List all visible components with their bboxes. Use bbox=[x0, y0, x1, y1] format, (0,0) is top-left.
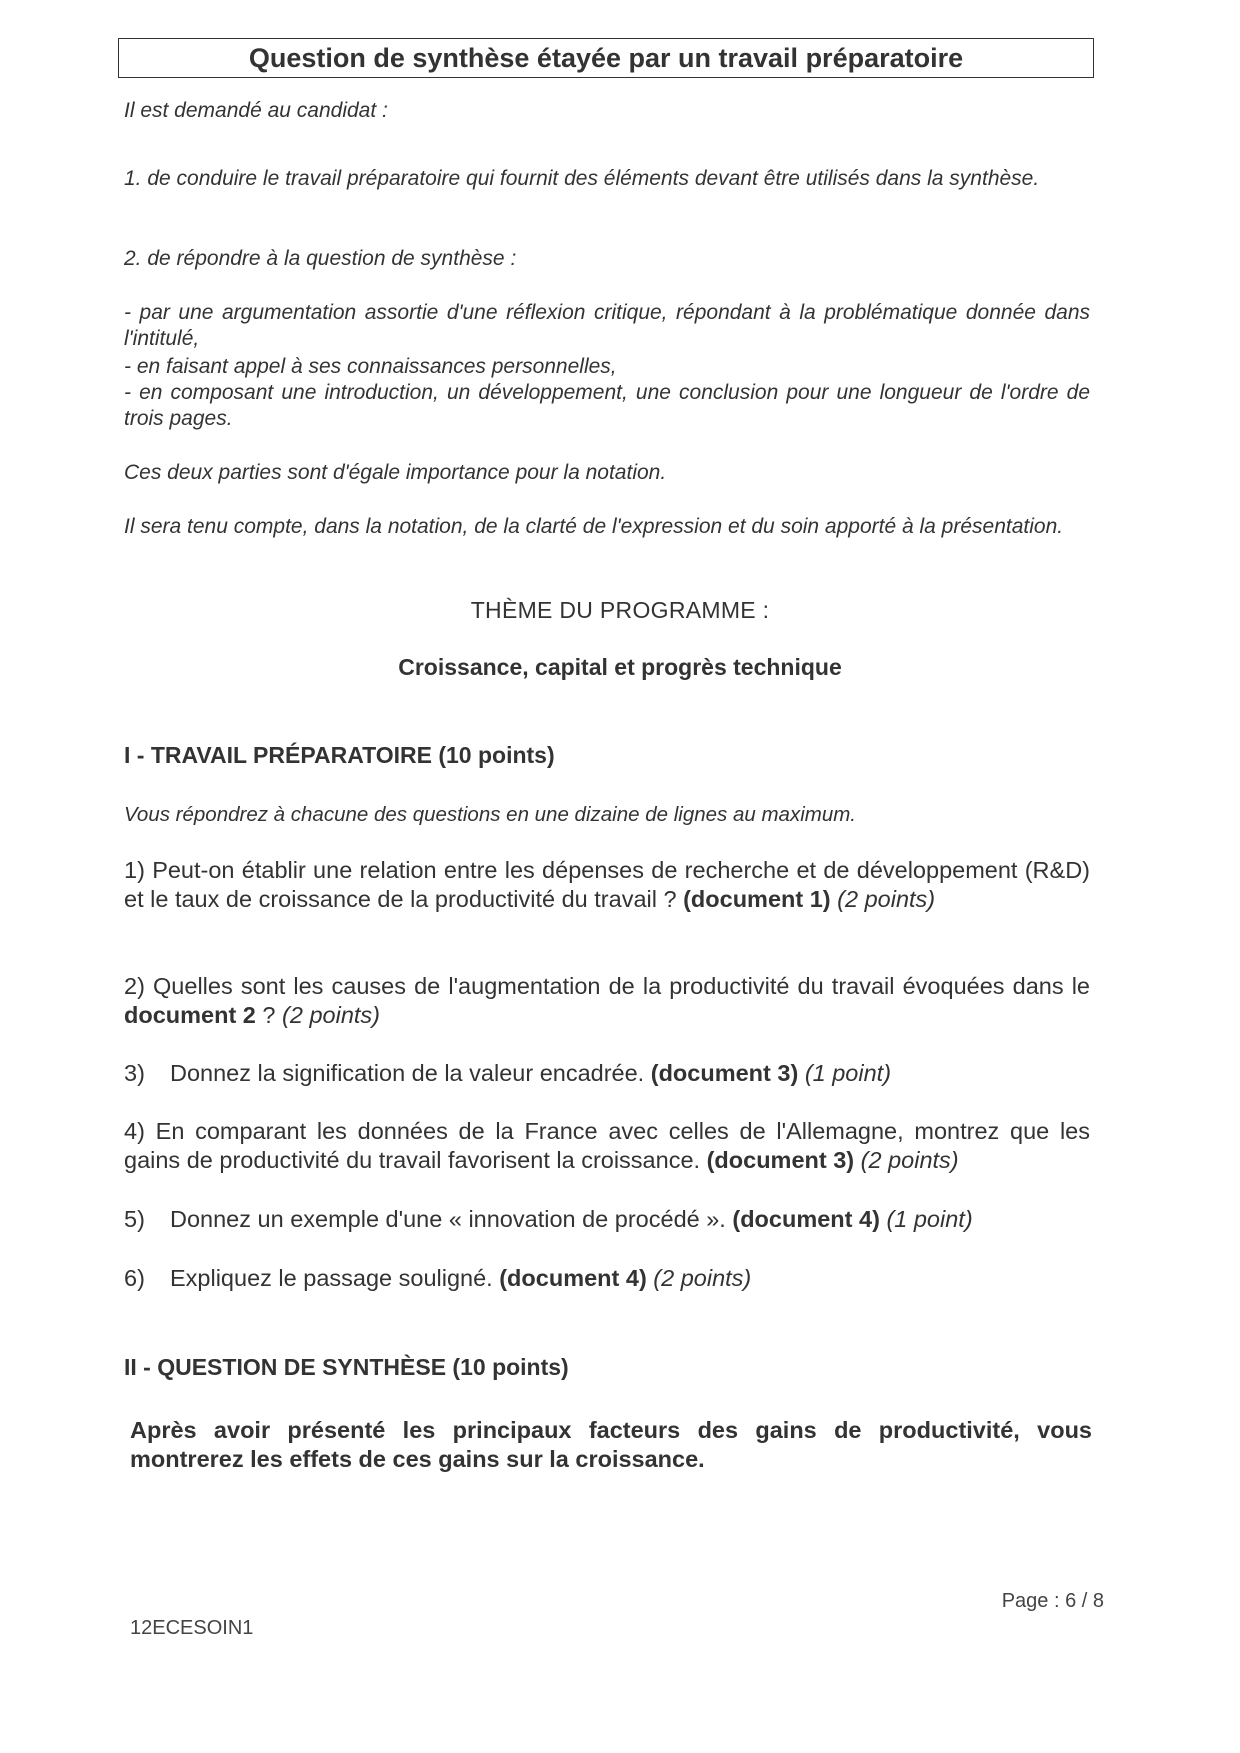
theme-label: THÈME DU PROGRAMME : bbox=[470, 597, 770, 623]
question-text: Donnez la signification de la valeur encadrée. bbox=[170, 1060, 645, 1086]
section1-instruction: Vous répondrez à chacune des questions en une dizaine de lignes au maximum. bbox=[124, 803, 857, 826]
question-text: Peut-on établir une relation entre les dépenses de recherche et de développement (R&D) et le taux de croissance de la productivité du travail ? bbox=[124, 857, 1090, 912]
intro-clarity: Il sera tenu compte, dans la notation, de la clarté de l'expression et du soin apporté à la présentation. bbox=[124, 515, 1064, 538]
question-number: 3) bbox=[124, 1060, 145, 1086]
section1-heading: I - TRAVAIL PRÉPARATOIRE (10 points) bbox=[124, 742, 555, 768]
section2-heading: II - QUESTION DE SYNTHÈSE (10 points) bbox=[124, 1354, 569, 1380]
question-doc-ref: (document 3) bbox=[650, 1060, 799, 1086]
question-3 bbox=[124, 1059, 1090, 1088]
question-doc-ref: (document 3) bbox=[706, 1147, 855, 1173]
intro-parts: Ces deux parties sont d'égale importance pour la notation. bbox=[124, 461, 667, 484]
question-doc-ref: (document 1) bbox=[683, 886, 831, 912]
question-text: En comparant les données de la France avec celles de l'Allemagne, montrez que les gains de productivité du travail favorisent la croissance. bbox=[124, 1118, 1090, 1173]
intro-bullet-2: - en faisant appel à ses connaissances personnelles, bbox=[124, 355, 617, 378]
question-points: (2 points) bbox=[837, 886, 936, 912]
intro-bullet-1: - par une argumentation assortie d'une réflexion critique, répondant à la problématique donnée dans l'intitulé, bbox=[124, 301, 1090, 350]
document-code: 12ECESOIN1 bbox=[130, 1617, 254, 1639]
question-text-after: ? bbox=[255, 1002, 276, 1028]
question-doc-ref: (document 4) bbox=[499, 1265, 647, 1291]
question-number: 5) bbox=[124, 1206, 145, 1232]
synthesis-question: Après avoir présenté les principaux facteurs des gains de productivité, vous montrerez les effets de ces gains sur la croissance. bbox=[130, 1417, 1092, 1472]
theme-title: Croissance, capital et progrès technique bbox=[398, 654, 842, 680]
intro-item-2: 2. de répondre à la question de synthèse : bbox=[124, 247, 517, 270]
intro-line: Il est demandé au candidat : bbox=[124, 99, 388, 122]
question-number: 2) bbox=[124, 973, 145, 999]
question-doc-ref: (document 4) bbox=[732, 1206, 880, 1232]
intro-item-1: 1. de conduire le travail préparatoire qui fournit des éléments devant être utilisés dans la synthèse. bbox=[124, 167, 1040, 190]
question-points: (2 points) bbox=[282, 1002, 380, 1028]
question-text: Quelles sont les causes de l'augmentation de la productivité du travail évoquées dans le bbox=[153, 973, 1091, 999]
page-title: Question de synthèse étayée par un travail préparatoire bbox=[118, 38, 1094, 78]
question-number: 4) bbox=[124, 1118, 145, 1144]
question-text: Donnez un exemple d'une « innovation de procédé ». bbox=[170, 1206, 726, 1232]
question-text: Expliquez le passage souligné. bbox=[170, 1265, 493, 1291]
question-4 bbox=[124, 1117, 1090, 1175]
question-points: (2 points) bbox=[860, 1147, 959, 1173]
question-points: (1 point) bbox=[886, 1206, 973, 1232]
question-number: 1) bbox=[124, 857, 145, 883]
question-number: 6) bbox=[124, 1265, 145, 1291]
question-points: (1 point) bbox=[804, 1060, 892, 1086]
question-1 bbox=[124, 856, 1090, 914]
page-number: Page : 6 / 8 bbox=[1001, 1590, 1104, 1612]
question-doc-ref: document 2 bbox=[124, 1002, 256, 1028]
question-points: (2 points) bbox=[653, 1265, 752, 1291]
intro-bullet-3: - en composant une introduction, un développement, une conclusion pour une longueur de l'ordre de trois pages. bbox=[124, 381, 1090, 430]
question-2 bbox=[124, 972, 1090, 1030]
question-5 bbox=[124, 1205, 1090, 1234]
question-6 bbox=[124, 1264, 1090, 1293]
